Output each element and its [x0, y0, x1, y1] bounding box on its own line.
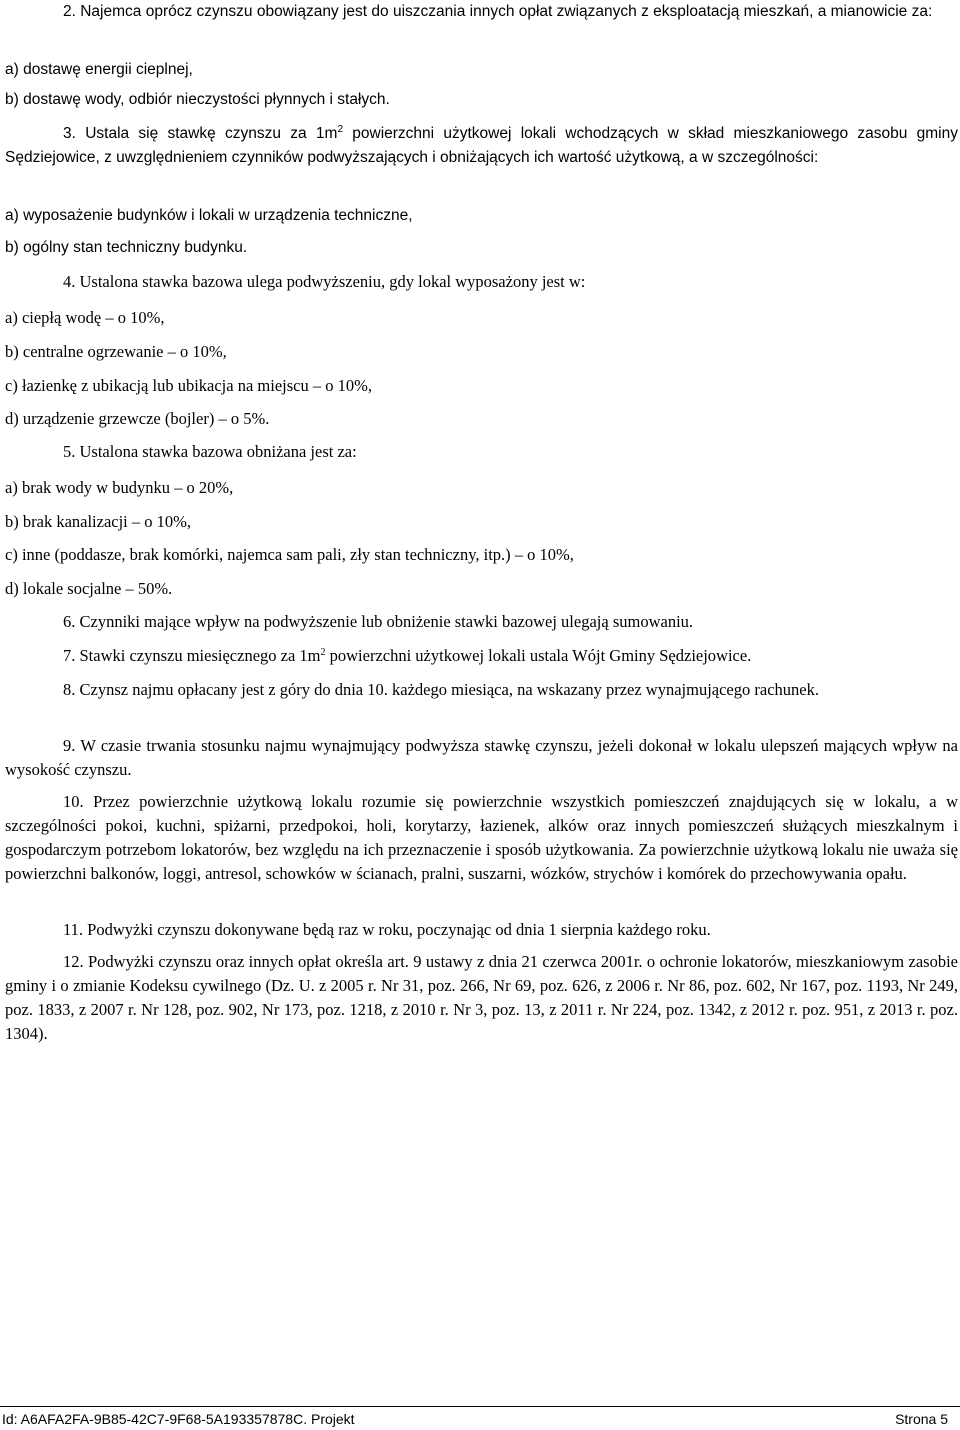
item-5b: b) brak kanalizacji – o 10%, — [5, 512, 192, 531]
paragraph-2: 2. Najemca oprócz czynszu obowiązany jest do uiszczania innych opłat związanych z eksploatacją mieszkań, a mianowicie za: — [63, 3, 933, 20]
paragraph-9: 9. W czasie trwania stosunku najmu wynajmujący podwyższa stawkę czynszu, jeżeli dokonał w lokalu ulepszeń mających wpływ na wysokość czynszu. — [5, 736, 958, 779]
superscript-2: 2 — [337, 124, 343, 135]
item-2a: a) dostawę energii cieplnej, — [5, 61, 193, 78]
item-4d: d) urządzenie grzewcze (bojler) – o 5%. — [5, 409, 270, 428]
item-4a: a) ciepłą wodę – o 10%, — [5, 308, 165, 327]
paragraph-3 — [5, 122, 958, 170]
paragraph-11: 11. Podwyżki czynszu dokonywane będą raz w roku, poczynając od dnia 1 sierpnia każdego roku. — [63, 920, 711, 939]
paragraph-12: 12. Podwyżki czynszu oraz innych opłat określa art. 9 ustawy z dnia 21 czerwca 2001r. o ochronie lokatorów, mieszkaniowym zasobie gminy i o zmianie Kodeksu cywilnego (Dz. U. z 2005 r. Nr 31, poz. 266, Nr 69, poz. 626, z 2006 r. Nr 86, poz. 602, Nr 167, poz. 1193, Nr 249, poz. 1833, z 2007 r. Nr 128, poz. 902, Nr 173, poz. 1218, z 2010 r. Nr 3, poz. 13, z 2011 r. Nr 224, poz. 1342, z 2012 r. poz. 951, z 2013 r. poz. 1304). — [5, 952, 958, 1043]
item-5c: c) inne (poddasze, brak komórki, najemca sam pali, zły stan techniczny, itp.) – o 10%, — [5, 545, 574, 564]
superscript-2: 2 — [320, 647, 326, 658]
paragraph-7-lead: 7. Stawki czynszu miesięcznego za 1m — [63, 646, 321, 665]
paragraph-8: 8. Czynsz najmu opłacany jest z góry do dnia 10. każdego miesiąca, na wskazany przez wynajmującego rachunek. — [63, 680, 819, 699]
document-id: Id: A6AFA2FA-9B85-42C7-9F68-5A193357878C. Projekt — [2, 1411, 355, 1427]
page-number: Strona 5 — [895, 1411, 948, 1427]
paragraph-3-rest: powierzchni użytkowej lokali wchodzących w skład mieszkaniowego zasobu gminy Sędziejowice, z uwzględnieniem czynników podwyższających i obniżających ich wartość użytkową, a w szczególności: — [5, 125, 958, 166]
item-3a: a) wyposażenie budynków i lokali w urządzenia techniczne, — [5, 207, 413, 224]
item-2b: b) dostawę wody, odbiór nieczystości płynnych i stałych. — [5, 91, 390, 108]
paragraph-4: 4. Ustalona stawka bazowa ulega podwyższeniu, gdy lokal wyposażony jest w: — [63, 272, 586, 291]
paragraph-6: 6. Czynniki mające wpływ na podwyższenie lub obniżenie stawki bazowej ulegają sumowaniu. — [63, 612, 694, 631]
paragraph-7-rest: powierzchni użytkowej lokali ustala Wójt Gminy Sędziejowice. — [325, 646, 752, 665]
item-4b: b) centralne ogrzewanie – o 10%, — [5, 342, 227, 361]
page-footer — [0, 1406, 960, 1429]
paragraph-5: 5. Ustalona stawka bazowa obniżana jest za: — [63, 442, 357, 461]
paragraph-7 — [5, 644, 751, 668]
item-5d: d) lokale socjalne – 50%. — [5, 579, 173, 598]
item-3b: b) ogólny stan techniczny budynku. — [5, 239, 248, 256]
item-4c: c) łazienkę z ubikacją lub ubikacja na miejscu – o 10%, — [5, 376, 372, 395]
paragraph-10: 10. Przez powierzchnie użytkową lokalu rozumie się powierzchnie wszystkich pomieszczeń znajdujących się w lokalu, a w szczególności pokoi, kuchni, spiżarni, przedpokoi, holi, korytarzy, łazienek, alków oraz innych pomieszczeń służących mieszkalnym i gospodarczym potrzebom lokatorów, bez względu na ich przeznaczenie i sposób użytkowania. Za powierzchnie użytkową lokalu nie uważa się powierzchni balkonów, loggi, antresol, schowków w ścianach, pralni, suszarni, wózków, strychów i komórek do przechowywania opału. — [5, 792, 958, 883]
paragraph-3-lead: 3. Ustala się stawkę czynszu za 1m — [63, 125, 338, 142]
item-5a: a) brak wody w budynku – o 20%, — [5, 478, 234, 497]
